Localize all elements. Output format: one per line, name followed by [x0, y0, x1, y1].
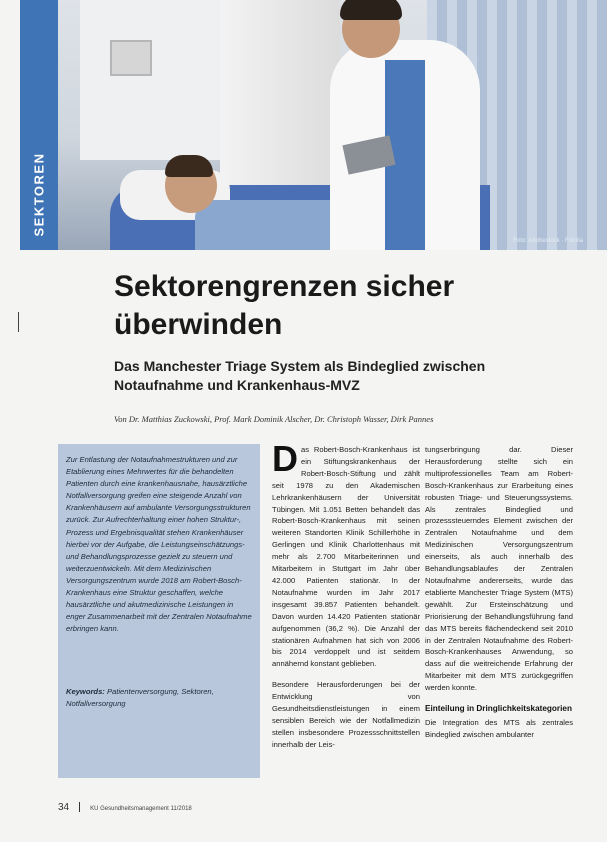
article-title: Sektorengrenzen sicher überwinden	[114, 270, 455, 341]
article-subtitle: Das Manchester Triage System als Bindeglied zwischen Notaufnahme und Krankenhaus-MVZ	[114, 358, 486, 393]
wall-monitor	[110, 40, 152, 76]
margin-mark	[18, 312, 19, 332]
body-paragraph	[272, 438, 420, 670]
abstract-text: Zur Entlastung der Notaufnahmestrukturen und zur Etablierung eines Mehrwertes für die behandelten Patienten durch eine krankenhausnahe, hausärztliche Notfallversorgung greifen eine steigende Anzahl von Krankenhäusern auf ambulante Versorgungsstrukturen zurück. Zur Aufrechterhaltung einer hohen Struktur-, Prozess und Ergebnisqualität stehen Krankenhäuser hierbei vor der Aufgabe, die Leistungseinschätzungs- und Behandlungsprozesse gezielt zu steuern und weiterzuentwickeln. Mit dem Medizinischen Versorgungszentrum wurde 2018 am Robert-Bosch-Krankenhaus eine Struktur geschaffen, welche hausärztliche und akutmedizinische Leistungen in enger Zusammenarbeit mit der Zentralen Notaufnahme erbringen kann.	[66, 455, 252, 634]
sector-label	[20, 0, 58, 250]
keywords	[66, 686, 254, 710]
body-paragraph: Die Integration des MTS als zentrales Bindeglied zwischen ambulanter	[425, 718, 573, 739]
sector-label-text: SEKTOREN	[31, 152, 47, 237]
page-footer	[58, 802, 192, 813]
section-heading: Einteilung in Dringlichkeitskategorien	[425, 704, 572, 714]
page-number: 34	[58, 802, 70, 813]
doctor-hair	[340, 0, 402, 20]
body-paragraph-text: as Robert-Bosch-Krankenhaus ist ein Stiftungskrankenhaus der Robert-Bosch-Stiftung und zählt seit 1978 zu den Akademischen Lehrkrankenhäusern der Universität Tübingen. Mit 1.051 Betten behandelt das Robert-Bosch-Krankenhaus mit seinen weiteren Standorten Klinik Schillerhöhe in Gerlingen und Klinik Charlottenhaus mit mehr als 2.700 Mitarbeiterinnen und Mitarbeitern in Stuttgart im Jahr über 42.000 Patienten stationär. In der Notaufnahme wurden im Jahr 2017 insgesamt 39.857 Patienten behandelt. Davon wurden 14.420 Patienten stationär aufgenommen (36,2 %). Die Anzahl der stationären Aufnahmen hat sich von 2006 bis 2014 verdoppelt und ist seitdem annähernd konstant geblieben.	[272, 445, 420, 669]
body-paragraph: tungserbringung dar. Dieser Herausforderung stellte sich ein multiprofessionelles Team am Robert-Bosch-Krankenhaus zur Erarbeitung eines robusten Triage- und Steuerungssystems. Als zentrales Bindeglied und prozesssteuerndes Element zwischen der Zentralen Notaufnahme und dem Medizinischen Versorgungszentrum einerseits, als auch innerhalb des Behandlungsablaufes der Zentralen Notaufnahme andererseits, wurde das etablierte Manchester Triage System (MTS) gewählt. Zur Ersteinschätzung und Priorisierung der Behandlungsführung fand das MTS bereits flächendeckend seit 2010 in der Zentralen Notaufnahme des Robert-Bosch-Krankenhauses Anwendung, so dass auf die weitreichende Erfahrung der Mitarbeiter mit dem MTS zurückgegriffen werden konnte.	[425, 445, 573, 693]
body-column-2	[425, 444, 573, 750]
patient-hair	[165, 155, 213, 177]
journal-name: KU Gesundheitsmanagement 11/2018	[90, 806, 192, 812]
keywords-list: Patientenversorgung, Sektoren, Notfallversorgung	[66, 687, 214, 708]
photo-credit: Foto: Adobestock · Fotolia	[513, 238, 583, 244]
footer-divider	[79, 802, 80, 812]
body-column-1	[272, 438, 420, 760]
article-authors: Von Dr. Matthias Zuckowski, Prof. Mark Dominik Alscher, Dr. Christoph Wasser, Dirk Pannes	[114, 414, 434, 424]
body-paragraph: Besondere Herausforderungen bei der Entwicklung von Gesundheitsdienstleistungen in einem sensiblen Bereich wie der Notfallmedizin stellen insbesondere Prozessschnittstellen innerhalb der Leis-	[272, 680, 420, 749]
drop-cap: D	[272, 438, 298, 479]
abstract-box	[58, 444, 260, 778]
wall-panel	[80, 0, 220, 160]
keywords-label: Keywords:	[66, 687, 105, 696]
